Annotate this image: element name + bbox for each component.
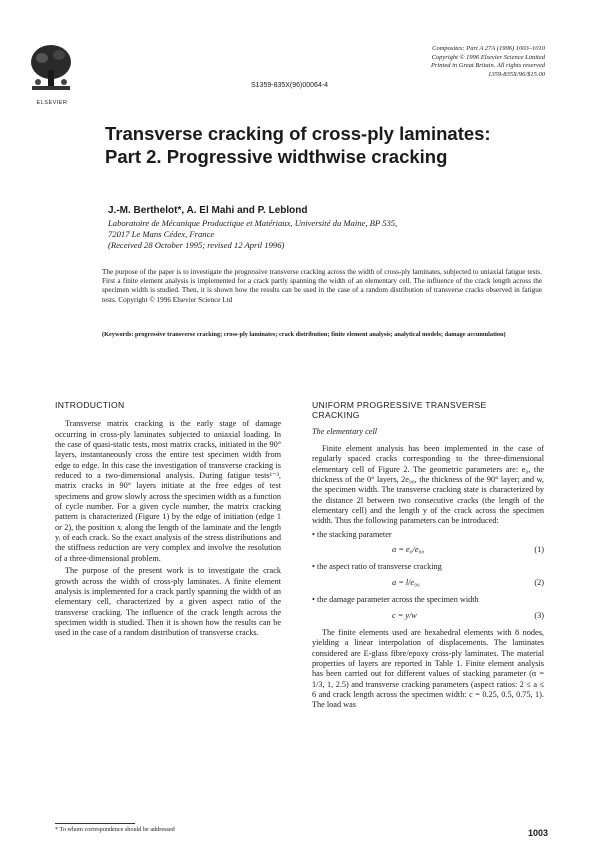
equation-number: (2) — [534, 577, 544, 587]
bullet-item: • the damage parameter across the specimen width — [312, 595, 479, 605]
equation-expression: a = l/e₉₀ — [392, 577, 420, 587]
body-paragraph: The finite elements used are hexahedral elements with 8 nodes, yielding a linear interpolation of displacements. The laminates considered are E-glass fibre/epoxy cross-ply laminates. The material properties of layers are reported in Table 1. Finite element analysis has been carried out for different values of stacking parameter (α = 1/3, 1, 2.5) and transverse cracking parameters (aspect ratios: 2 ≤ a ≤ 6 and crack length across the specimen width: c = 0.25, 0.5, 0.75, 1). The load was — [312, 627, 544, 710]
body-paragraph: The purpose of the present work is to investigate the crack growth across the width of cross-ply laminates. A finite element analysis is implemented for a crack partly spanning the width of an elementary cell, characterized by a given aspect ratio of the transverse cracking. The influence of the crack length across the specimen width is studied. Then it is shown how the results can be used in the case of a random distribution of transverse cracks. — [55, 566, 281, 638]
affiliation — [108, 218, 538, 252]
section-heading-progressive-cracking — [312, 400, 544, 421]
footnote: * To whom correspondence should be addressed — [55, 826, 175, 833]
elsevier-tree-icon — [28, 42, 74, 94]
left-column — [55, 400, 281, 639]
page-number: 1003 — [527, 828, 548, 838]
author-list: J.-M. Berthelot*, A. El Mahi and P. Leblond — [108, 205, 308, 216]
section-heading-line: UNIFORM PROGRESSIVE TRANSVERSE — [312, 400, 487, 410]
journal-citation — [365, 45, 545, 79]
equation-number: (1) — [534, 545, 544, 555]
affiliation-line: Laboratoire de Mécanique Productique et Matériaux, Université du Maine, BP 535, — [108, 218, 398, 228]
section-heading-introduction: INTRODUCTION — [55, 400, 125, 410]
abstract: The purpose of the paper is to investigate the progressive transverse cracking across the width of cross-ply laminates, subjected to uniaxial fatigue tests. First a finite element analysis is implemented for a crack partly spanning the width of an elementary cell. The influence of the crack length across the specimen width is studied. Then, it is shown how the results can be used in the case of a random distribution of transverse cracks observed in fatigue tests. Copyright © 1996 Elsevier Science Ltd — [102, 268, 542, 304]
received-dates: (Received 28 October 1995; revised 12 April 1996) — [108, 240, 285, 251]
equation — [312, 578, 544, 588]
title-line: Transverse cracking of cross-ply laminates: — [105, 123, 491, 144]
equation-number: (3) — [534, 610, 544, 620]
article-title — [105, 122, 545, 168]
equation-expression: α = e₀/e₉₀ — [392, 545, 425, 555]
equation — [312, 611, 544, 621]
body-paragraph: Finite element analysis has been implemented in the case of regularly spaced cracks corresponding to the three-dimensional elementary cell of Figure 2. The geometric parameters are: e₀, the thickness of the 0° layers, 2e₉₀, the thickness of the 90° layer; and w, the specimen width. The transverse cracking state is characterized by the distance 2l between two consecutive cracks (the length of the elementary cell) and the length y of the crack across the specimen width. Thus the following parameters can be introduced: — [312, 444, 544, 526]
subsection-heading: The elementary cell — [312, 426, 378, 436]
section-heading-line: CRACKING — [312, 410, 360, 421]
title-line: Part 2. Progressive widthwise cracking — [105, 146, 448, 167]
publisher-name: ELSEVIER — [36, 100, 68, 106]
footnote-divider — [55, 823, 135, 824]
journal-line: Composites: Part A 27A (1996) 1003–1010 — [432, 45, 545, 52]
equation-expression: c = y/w — [392, 610, 417, 620]
body-paragraph: Transverse matrix cracking is the early stage of damage occurring in cross-ply laminates subjected to uniaxial loading. In the case of quasi-static tests, most matrix cracks, initiated in the 90° layers, instantaneously cross the entire test specimen width from edge to edge. In this case the investigation of transverse cracking is reduced to a two-dimensional analysis. During fatigue tests¹⁻³, matrix cracks in 90° layers initiate at the free edges of test specimens and grow slowly across the specimen width as a function of cycle number. For a given cycle number, the matrix cracking pattern is characterized (Figure 1) by the edge of initiation (edge 1 or 2), the position xᵢ along the length of the laminate and the length yᵢ of each crack. So the exact analysis of the stress distributions and the stiffness reduction are very complex and involve the resolution of a three-dimensional problem. — [55, 419, 281, 563]
issn-code: S1359-835X(96)00064-4 — [251, 82, 329, 89]
journal-line: Copyright © 1996 Elsevier Science Limited — [431, 53, 545, 61]
equation — [312, 545, 544, 555]
right-column — [312, 400, 544, 711]
bullet-item: • the aspect ratio of transverse cracking — [312, 562, 442, 572]
journal-line: Printed in Great Britain. All rights reserved — [430, 62, 545, 70]
keywords: (Keywords: progressive transverse cracking; cross-ply laminates; crack distribution; finite element analysis; analytical models; damage accumulation) — [102, 331, 506, 338]
bullet-item: • the stacking parameter — [312, 529, 392, 539]
affiliation-line: 72017 Le Mans Cédex, France — [108, 229, 215, 240]
journal-line: 1359-835X/96/$15.00 — [488, 70, 545, 78]
